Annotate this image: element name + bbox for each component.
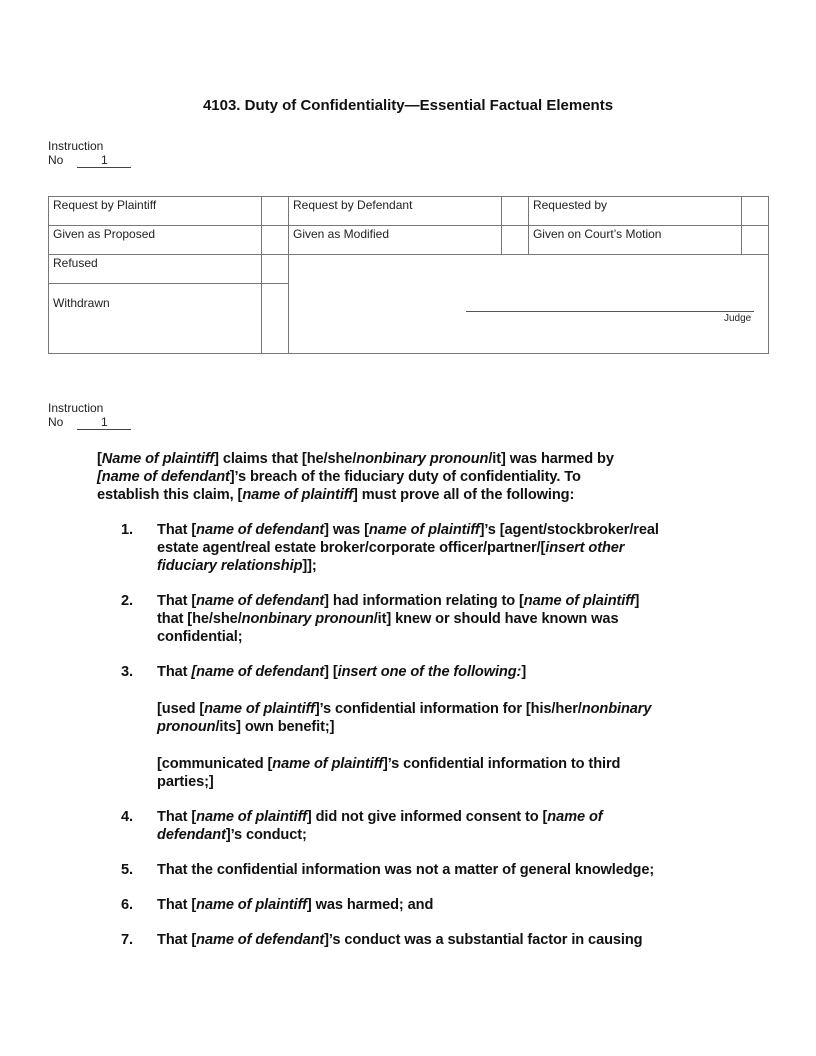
text-segment: That [ — [157, 593, 197, 609]
text-segment: That the confidential information was not a matter of general knowledge; — [157, 862, 655, 878]
text-line — [157, 896, 433, 914]
text-segment: ]’s [agent/stockbroker/real — [479, 522, 659, 538]
item-text — [157, 592, 639, 646]
text-line — [157, 700, 651, 718]
text-line — [97, 450, 614, 468]
instruction-number: 1 — [77, 154, 131, 168]
item-text — [157, 931, 643, 949]
instruction-label: Instruction — [48, 401, 104, 415]
item-text — [157, 521, 659, 575]
text-segment: That [ — [157, 522, 197, 538]
text-segment: ] [ — [324, 664, 338, 680]
withdrawn-checkbox[interactable] — [262, 284, 289, 354]
instruction-label: Instruction — [48, 139, 104, 153]
item-number: 7. — [121, 932, 133, 948]
text-line — [157, 755, 620, 773]
text-segment: /its] own benefit;] — [215, 719, 335, 735]
text-segment: ]’s conduct was a substantial factor in causing — [324, 932, 643, 948]
instruction-block — [48, 401, 131, 430]
placeholder-text: name of plaintiff — [272, 756, 383, 772]
instruction-number: 1 — [77, 416, 131, 430]
text-line — [157, 628, 639, 646]
placeholder-text: insert one of the following: — [337, 664, 522, 680]
text-line — [157, 521, 659, 539]
placeholder-text: fiduciary relationship — [157, 558, 303, 574]
item-number: 3. — [121, 664, 133, 680]
text-segment: ] had information relating to [ — [324, 593, 524, 609]
given-on-courts-motion-checkbox[interactable] — [742, 226, 769, 255]
text-segment: estate agent/real estate broker/corporate officer/partner/[ — [157, 540, 546, 556]
text-segment: That [ — [157, 932, 197, 948]
text-segment: ]’s breach of the fiduciary duty of confidentiality. To — [229, 469, 581, 485]
text-segment: ]]; — [302, 558, 317, 574]
item-number: 2. — [121, 593, 133, 609]
placeholder-text: pronoun — [157, 719, 216, 735]
text-segment: ] was harmed; and — [306, 897, 434, 913]
placeholder-text: name of — [547, 809, 603, 825]
text-segment: ] was [ — [324, 522, 369, 538]
item-text — [157, 663, 526, 681]
placeholder-text: name of defendant — [196, 522, 325, 538]
request-by-defendant-label: Request by Defendant — [288, 197, 501, 226]
text-segment: That [ — [157, 809, 197, 825]
placeholder-text: defendant — [157, 827, 226, 843]
item-text — [157, 808, 603, 844]
item-text — [157, 896, 433, 914]
text-segment: ] did not give informed consent to [ — [306, 809, 548, 825]
text-line — [157, 826, 603, 844]
text-segment: that [he/she/ — [157, 611, 242, 627]
placeholder-text: name of defendant — [196, 932, 325, 948]
no-label: No — [48, 153, 64, 167]
text-segment: [communicated [ — [157, 756, 273, 772]
text-line — [157, 557, 659, 575]
item-number: 6. — [121, 897, 133, 913]
text-line — [157, 773, 620, 791]
placeholder-text: [name of defendant — [191, 664, 325, 680]
given-as-modified-checkbox[interactable] — [502, 226, 529, 255]
placeholder-text: insert other — [545, 540, 625, 556]
item-number: 1. — [121, 522, 133, 538]
request-by-plaintiff-checkbox[interactable] — [262, 197, 289, 226]
placeholder-text: nonbinary pronoun — [356, 451, 489, 467]
text-line — [157, 539, 659, 557]
given-as-proposed-label: Given as Proposed — [49, 226, 262, 255]
judge-signature-line[interactable] — [466, 311, 754, 312]
given-as-modified-label: Given as Modified — [288, 226, 501, 255]
requested-by-checkbox[interactable] — [742, 197, 769, 226]
item-number: 4. — [121, 809, 133, 825]
request-by-defendant-checkbox[interactable] — [502, 197, 529, 226]
item-text — [157, 755, 620, 791]
placeholder-text: name of plaintiff — [368, 522, 480, 538]
text-segment: ] must prove all of the following: — [353, 487, 575, 503]
placeholder-text: name of plaintiff — [242, 487, 354, 503]
text-segment: [ — [97, 451, 102, 467]
text-segment: /it] was harmed by — [488, 451, 614, 467]
text-line — [97, 468, 614, 486]
item-number: 5. — [121, 862, 133, 878]
refused-checkbox[interactable] — [262, 255, 289, 284]
text-segment: ] — [521, 664, 527, 680]
requested-by-label: Requested by — [528, 197, 741, 226]
text-segment: ]’s conduct; — [225, 827, 307, 843]
placeholder-text: name of plaintiff — [204, 701, 315, 717]
text-line — [157, 663, 526, 681]
request-table — [48, 196, 769, 354]
text-segment: That [ — [157, 897, 197, 913]
placeholder-text: [name of defendant — [97, 469, 230, 485]
text-segment: ] claims that [he/she/ — [214, 451, 357, 467]
given-on-courts-motion-label: Given on Court’s Motion — [528, 226, 741, 255]
page-title: 4103. Duty of Confidentiality—Essential Factual Elements — [202, 97, 614, 114]
text-segment: ]’s confidential information for [his/her/ — [314, 701, 582, 717]
refused-label: Refused — [49, 255, 262, 284]
text-segment: /it] knew or should have known was — [373, 611, 619, 627]
placeholder-text: nonbinary pronoun — [241, 611, 374, 627]
text-segment: confidential; — [157, 629, 243, 645]
given-as-proposed-checkbox[interactable] — [262, 226, 289, 255]
text-line — [157, 931, 643, 949]
intro-paragraph — [97, 450, 614, 504]
text-line — [157, 592, 639, 610]
placeholder-text: name of plaintiff — [196, 897, 307, 913]
no-label: No — [48, 415, 64, 429]
item-text — [157, 861, 654, 879]
text-line — [97, 486, 614, 504]
text-segment: parties;] — [157, 774, 214, 790]
text-segment: That — [157, 664, 192, 680]
judge-signature-area — [288, 255, 768, 354]
placeholder-text: Name of plaintiff — [101, 451, 215, 467]
text-line — [157, 808, 603, 826]
placeholder-text: nonbinary — [581, 701, 652, 717]
text-segment: ]’s confidential information to third — [383, 756, 621, 772]
text-line — [157, 610, 639, 628]
withdrawn-label: Withdrawn — [49, 284, 262, 354]
text-segment: ] — [634, 593, 640, 609]
request-by-plaintiff-label: Request by Plaintiff — [49, 197, 262, 226]
text-line — [157, 718, 651, 736]
text-segment: [used [ — [157, 701, 205, 717]
text-line — [157, 861, 654, 879]
placeholder-text: name of defendant — [196, 593, 325, 609]
text-segment: establish this claim, [ — [97, 487, 243, 503]
placeholder-text: name of plaintiff — [196, 809, 307, 825]
placeholder-text: name of plaintiff — [523, 593, 635, 609]
item-text — [157, 700, 651, 736]
instruction-block — [48, 139, 131, 168]
judge-label: Judge — [724, 313, 752, 324]
